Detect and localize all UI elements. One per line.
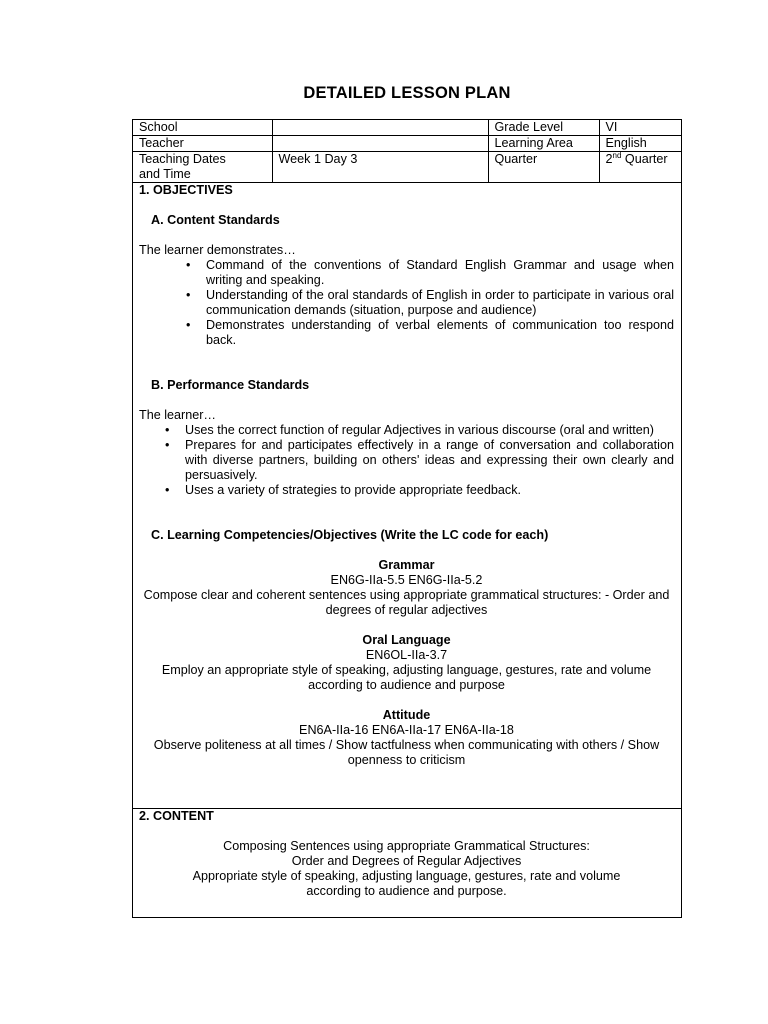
list-item: • Understanding of the oral standards of English in order to participate in various oral communication demands (situation, purpose and audience)	[186, 288, 674, 317]
dates-value: Week 1 Day 3	[272, 152, 488, 183]
oral-language-block	[139, 633, 674, 693]
bullet-icon: •	[186, 318, 191, 332]
header-row-school	[133, 120, 681, 136]
content-standards-heading: A. Content Standards	[151, 213, 280, 227]
content-line: Order and Degrees of Regular Adjectives	[291, 854, 522, 868]
grade-level-value: VI	[599, 120, 681, 136]
performance-standards-list	[139, 423, 674, 498]
grade-level-label: Grade Level	[488, 120, 599, 136]
bullet-icon: •	[186, 288, 191, 302]
dates-label-line1: Teaching Dates	[139, 152, 226, 166]
learning-competencies-heading: C. Learning Competencies/Objectives (Write the LC code for each)	[151, 528, 549, 542]
bullet-icon: •	[165, 483, 170, 497]
content-standards-list	[139, 258, 674, 348]
list-item: • Command of the conventions of Standard English Grammar and usage when writing and speaking.	[186, 258, 674, 287]
teacher-value	[272, 136, 488, 152]
oral-language-heading: Oral Language	[362, 633, 451, 647]
list-item: • Uses a variety of strategies to provide appropriate feedback.	[165, 483, 522, 497]
learning-area-value: English	[599, 136, 681, 152]
grammar-code: EN6G-IIa-5.5 EN6G-IIa-5.2	[330, 573, 483, 587]
learning-area-label: Learning Area	[488, 136, 599, 152]
content-standards-intro: The learner demonstrates…	[139, 243, 296, 257]
attitude-block	[139, 708, 674, 768]
dates-label	[133, 152, 272, 183]
header-row-teacher	[133, 136, 681, 152]
objectives-section	[133, 183, 681, 809]
performance-standards-intro: The learner…	[139, 408, 216, 422]
bullet-icon: •	[186, 258, 191, 272]
lesson-plan-table	[132, 119, 682, 918]
list-item: • Demonstrates understanding of verbal elements of communication too respond back.	[186, 318, 674, 347]
dates-label-line2: and Time	[139, 167, 191, 181]
oral-language-code: EN6OL-IIa-3.7	[365, 648, 448, 662]
bullet-icon: •	[165, 423, 170, 437]
quarter-suffix: nd	[612, 150, 622, 160]
grammar-block	[139, 558, 674, 618]
content-heading: 2. CONTENT	[139, 809, 214, 823]
quarter-value	[599, 152, 681, 183]
bullet-icon: •	[165, 438, 170, 452]
attitude-code: EN6A-IIa-16 EN6A-IIa-17 EN6A-IIa-18	[299, 723, 514, 737]
grammar-heading: Grammar	[378, 558, 435, 572]
attitude-text: Observe politeness at all times / Show tactfulness when communicating with others / Show openness to criticism	[153, 738, 660, 767]
list-item: • Prepares for and participates effectively in a range of conversation and collaboration with diverse partners, building on others' ideas and expressing their own clearly and persuasively.	[165, 438, 674, 482]
attitude-heading: Attitude	[382, 708, 431, 722]
quarter-word: Quarter	[621, 152, 668, 166]
objectives-heading: 1. OBJECTIVES	[139, 183, 233, 197]
content-line: Appropriate style of speaking, adjusting language, gestures, rate and volume	[192, 869, 621, 883]
grammar-text: Compose clear and coherent sentences using appropriate grammatical structures: - Order and degrees of regular adjectives	[143, 588, 670, 617]
content-section	[133, 809, 681, 917]
performance-standards-heading: B. Performance Standards	[151, 378, 310, 392]
header-table	[133, 120, 681, 183]
oral-language-text: Employ an appropriate style of speaking, adjusting language, gestures, rate and volume according to audience and purpose	[161, 663, 652, 692]
document-title: DETAILED LESSON PLAN	[303, 84, 511, 102]
content-body	[139, 839, 674, 899]
quarter-number: 2	[605, 152, 613, 166]
quarter-label: Quarter	[488, 152, 599, 183]
school-label: School	[133, 120, 272, 136]
teacher-label: Teacher	[133, 136, 272, 152]
content-line: according to audience and purpose.	[306, 884, 507, 898]
content-line: Composing Sentences using appropriate Grammatical Structures:	[223, 839, 590, 853]
school-value	[272, 120, 488, 136]
header-row-dates	[133, 152, 681, 183]
list-item: • Uses the correct function of regular Adjectives in various discourse (oral and written)	[165, 423, 654, 437]
